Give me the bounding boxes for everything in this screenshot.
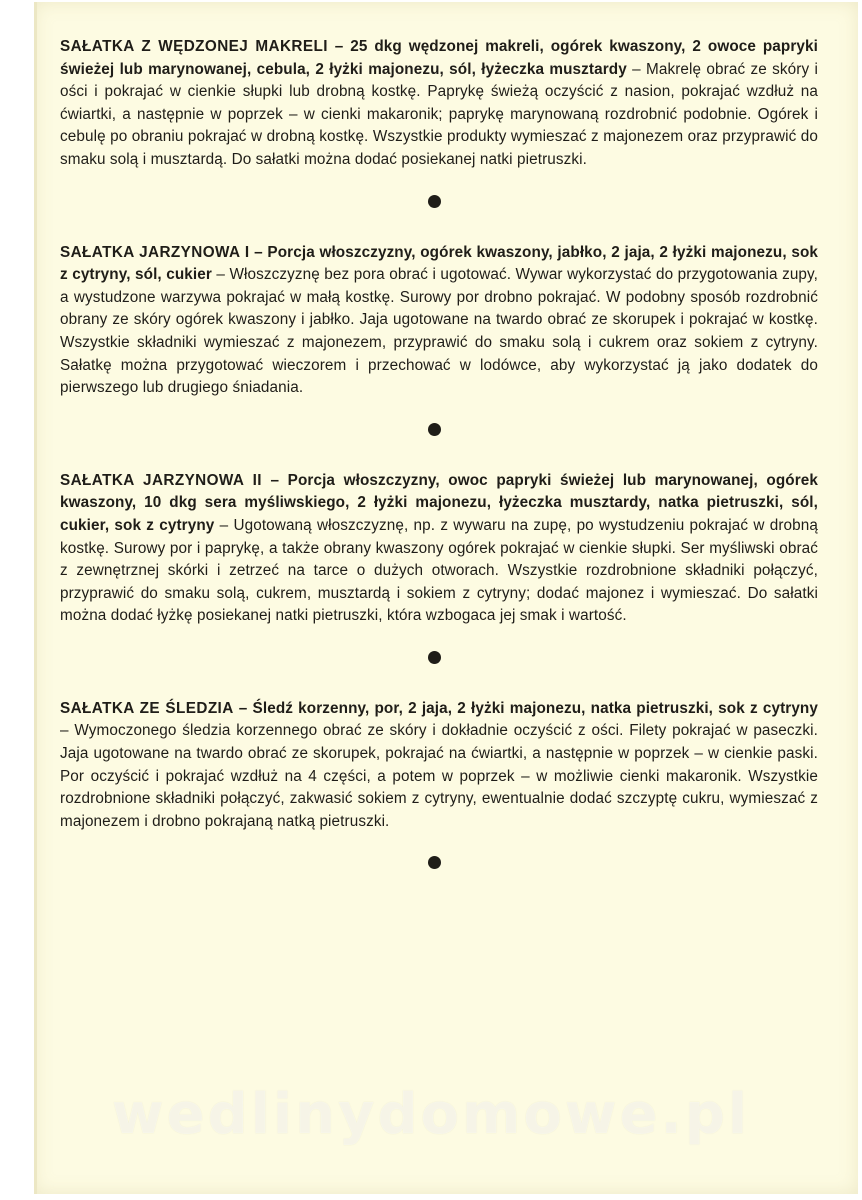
recipe-title: SAŁATKA JARZYNOWA II [60,471,262,489]
recipe-title: SAŁATKA Z WĘDZONEJ MAKRELI [60,38,328,55]
separator-bullet [428,423,441,436]
recipe-instructions: – Makrelę obrać ze skóry i ości i pokrajać w cienkie słupki lub drobną kostkę. Paprykę świeżą oczyścić z nasion, pokrajać wzdłuż na ćwiartki, a następnie w poprzek – w cienki makaronik; paprykę marynowaną rozdrobnić podobnie. Ogórek i cebulę po obraniu pokrajać w drobną kostkę. Wszystkie produkty wymieszać z majonezem oraz przyprawić do smaku solą i musztardą. Do sałatki można dodać posiekanej natki pietruszki. [60,60,818,168]
recipe-ingredients: – Porcja włoszczyzny, owoc papryki świeżej lub marynowanej, ogórek kwaszony, 10 dkg sera myśliwskiego, 2 łyżki majonezu, łyżeczka musztardy, natka pietruszki, sól, cukier, sok z cytryny [60,471,818,534]
page-edge [34,2,37,1194]
recipe-instructions: – Ugotowaną włoszczyznę, np. z wywaru na zupę, po wystudzeniu pokrajać w drobną kostkę. Surowy por i paprykę, a także obrany kwaszony ogórek pokrajać w cienkie słupki. Ser myśliwski obrać z zewnętrznej skórki i zetrzeć na tarce o dużych otworach. Wszystkie rozdrobnione składniki połączyć, przyprawić do smaku solą, cukrem, musztardą i sokiem z cytryny; dodać majonez i wymieszać. Do sałatki można dodać łyżkę posiekanej natki pietruszki, która wzbogaca jej smak i wartość. [60,516,818,625]
recipe-instructions: – Włoszczyznę bez pora obrać i ugotować. Wywar wykorzystać do przygotowania zupy, a wystudzone warzywa pokrajać w małą kostkę. Surowy por drobno pokrajać. W podobny sposób rozdrobnić obrany ze skóry ogórek kwaszony i jabłko. Jaja ugotowane na twardo obrać ze skorupek i pokrajać w kostkę. Wszystkie składniki wymieszać z majonezem, przyprawić do smaku solą i cukrem oraz sokiem z cytryny. Sałatkę można przygotować wieczorem i przechować w lodówce, aby wykorzystać ją jako dodatek do pierwszego lub drugiego śniadania. [60,266,818,397]
recipe-vegetable-salad-2 [60,470,818,628]
separator-bullet [428,856,441,869]
separator-bullet [428,651,441,664]
recipe-herring-salad [60,698,818,834]
recipe-ingredients: – Porcja włoszczyzny, ogórek kwaszony, jabłko, 2 jaja, 2 łyżki majonezu, sok z cytryny, sól, cukier [60,243,818,284]
recipe-list [60,36,818,869]
recipe-vegetable-salad-1 [60,242,818,400]
separator-bullet [428,195,441,208]
watermark-text: wedlinydomowe.pl [111,1082,751,1147]
recipe-title: SAŁATKA JARZYNOWA I [60,243,250,261]
recipe-ingredients: – Śledź korzenny, por, 2 jaja, 2 łyżki majonezu, natka pietruszki, sok z cytryny [233,699,818,717]
recipe-instructions: – Wymoczonego śledzia korzennego obrać ze skóry i dokładnie oczyścić z ości. Filety pokrajać w paseczki. Jaja ugotowane na twardo obrać ze skorupek, pokrajać na ćwiartki, a następnie w poprzek – w cienkie paski. Por oczyścić i pokrajać wzdłuż na 4 części, a potem w poprzek – w możliwie cienki makaronik. Wszystkie rozdrobnione składniki połączyć, zakwasić sokiem z cytryny, ewentualnie dodać szczyptę cukru, wymieszać z majonezem i drobno pokrajaną natką pietruszki. [60,722,818,830]
recipe-smoked-mackerel-salad [60,36,818,172]
recipe-title: SAŁATKA ZE ŚLEDZIA [60,699,234,717]
recipe-ingredients: – 25 dkg wędzonej makreli, ogórek kwaszony, 2 owoce papryki świeżej lub marynowanej, cebula, 2 łyżki majonezu, sól, łyżeczka musztardy [60,38,818,78]
document-page [34,2,858,1194]
